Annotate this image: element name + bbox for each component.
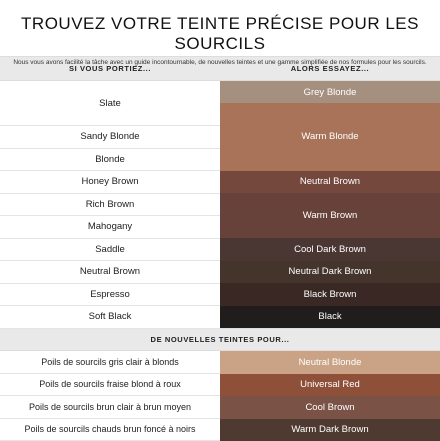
- column-header-right: ALORS ESSAYEZ...: [220, 57, 440, 80]
- shade-conversion-table: [0, 81, 440, 328]
- shade-swatch-warm-brown[interactable]: Warm Brown: [220, 193, 440, 238]
- current-shade-item: Slate: [0, 81, 220, 126]
- current-shade-item: Neutral Brown: [0, 261, 220, 284]
- shade-swatch-neutral-brown[interactable]: Neutral Brown: [220, 171, 440, 194]
- shade-swatch-neutral-dark-brown[interactable]: Neutral Dark Brown: [220, 261, 440, 284]
- current-shade-item: Honey Brown: [0, 171, 220, 194]
- current-shade-item: Soft Black: [0, 306, 220, 329]
- new-shade-description: Poils de sourcils fraise blond à roux: [0, 374, 220, 397]
- new-shades-table: [0, 351, 440, 441]
- current-shade-item: Espresso: [0, 284, 220, 307]
- new-shade-swatch-warm-dark-brown[interactable]: Warm Dark Brown: [220, 419, 440, 441]
- shade-swatch-grey-blonde[interactable]: Grey Blonde: [220, 81, 440, 103]
- shade-swatch-black[interactable]: Black: [220, 306, 440, 329]
- shade-swatch-cool-dark-brown[interactable]: Cool Dark Brown: [220, 238, 440, 261]
- current-shade-item: Saddle: [0, 239, 220, 262]
- new-shade-swatch-neutral-blonde[interactable]: Neutral Blonde: [220, 351, 440, 374]
- column-header-left: SI VOUS PORTIEZ...: [0, 57, 220, 80]
- current-shades-column: [0, 81, 220, 329]
- new-shade-swatch-universal-red[interactable]: Universal Red: [220, 374, 440, 397]
- current-shade-item: Blonde: [0, 149, 220, 172]
- new-shade-description: Poils de sourcils brun clair à brun moyen: [0, 396, 220, 419]
- new-shade-description: Poils de sourcils gris clair à blonds: [0, 351, 220, 374]
- new-shade-row: [0, 374, 440, 397]
- recommended-shades-column: [220, 81, 440, 328]
- column-headers: [0, 56, 440, 81]
- new-shade-swatch-cool-brown[interactable]: Cool Brown: [220, 396, 440, 419]
- new-shade-description: Poils de sourcils chauds brun foncé à noirs: [0, 419, 220, 441]
- new-shade-row: [0, 351, 440, 374]
- shade-swatch-black-brown[interactable]: Black Brown: [220, 283, 440, 306]
- page-subtitle: Nous vous avons facilité la tâche avec un guide incontournable, de nouvelles teintes et une gamme simplifiée de nos formules pour les sourcils.: [0, 59, 440, 67]
- current-shade-item: Mahogany: [0, 216, 220, 239]
- new-shade-row: [0, 396, 440, 419]
- current-shade-item: Rich Brown: [0, 194, 220, 217]
- new-shades-header: DE NOUVELLES TEINTES POUR...: [0, 328, 440, 351]
- page-header: [0, 0, 440, 56]
- shade-swatch-warm-blonde[interactable]: Warm Blonde: [220, 103, 440, 171]
- new-shade-row: [0, 419, 440, 441]
- page-title: TROUVEZ VOTRE TEINTE PRÉCISE POUR LES SOURCILS: [0, 0, 440, 54]
- current-shade-item: Sandy Blonde: [0, 126, 220, 149]
